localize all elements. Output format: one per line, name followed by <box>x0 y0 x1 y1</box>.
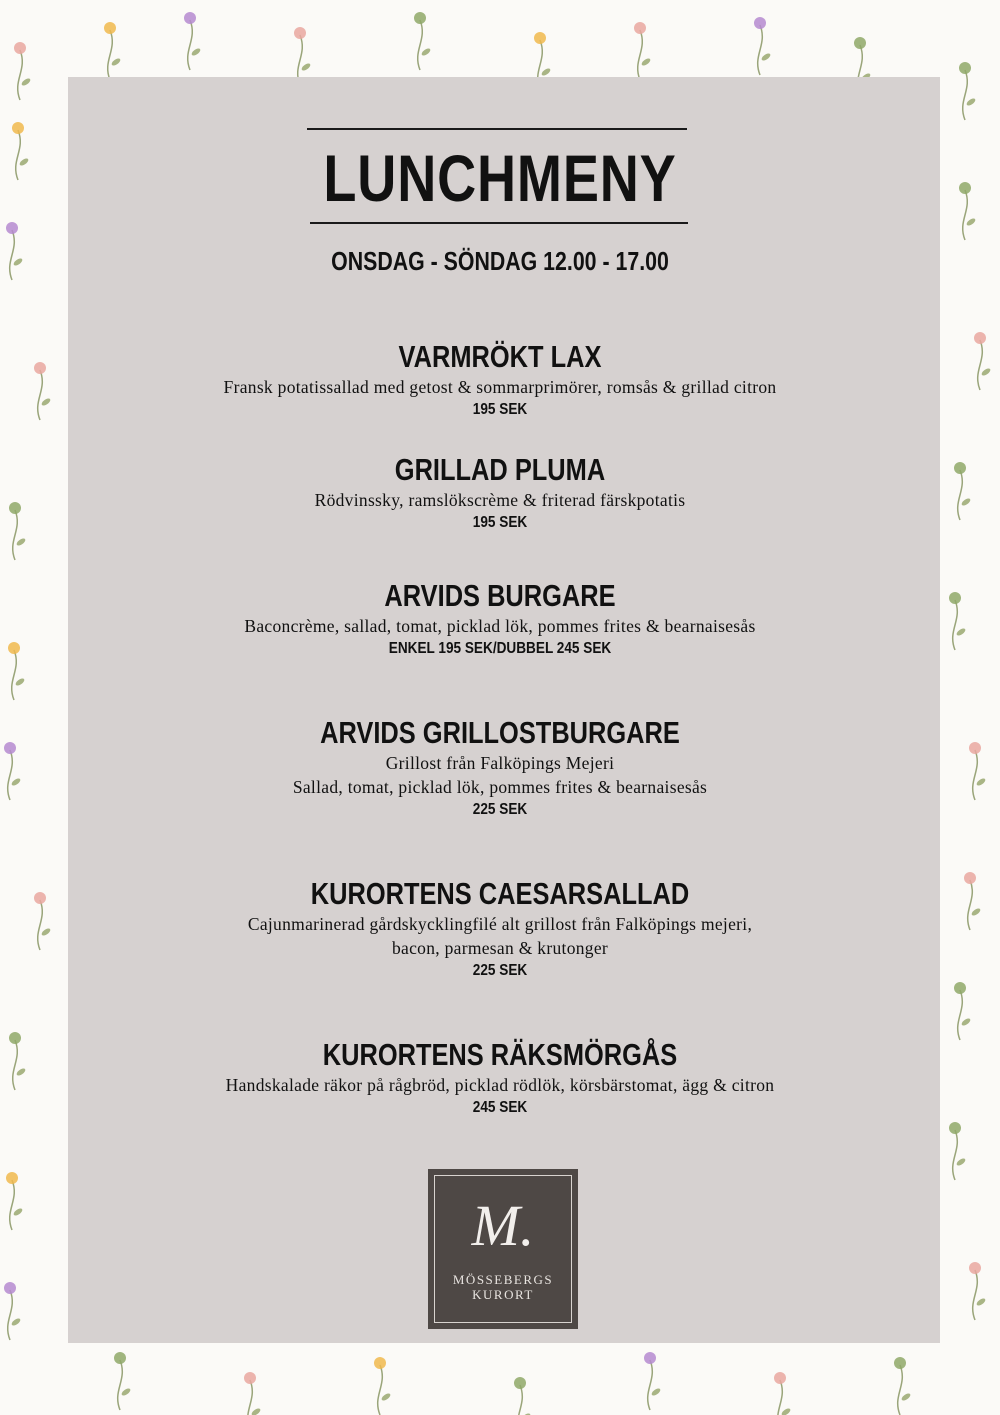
item-name: VARMRÖKT LAX <box>398 339 602 374</box>
mossebergs-logo <box>428 1169 578 1329</box>
menu-item <box>0 715 1000 821</box>
item-description: Fransk potatissallad med getost & sommarprimörer, romsås & grillad citron <box>223 377 777 397</box>
item-description: Rödvinssky, ramslökscrème & friterad färskpotatis <box>314 490 686 510</box>
item-name: KURORTENS CAESARSALLAD <box>310 876 690 911</box>
item-description: Handskalade räkor på rågbröd, picklad rödlök, körsbärstomat, ägg & citron <box>225 1075 775 1095</box>
item-price: 195 SEK <box>472 401 528 418</box>
title-rule-top <box>307 128 687 130</box>
item-price: 225 SEK <box>472 801 528 818</box>
item-description: Grillost från Falköpings Mejeri <box>385 753 615 773</box>
item-name: GRILLAD PLUMA <box>394 452 606 487</box>
logo-line-2: KURORT <box>472 1287 534 1302</box>
item-description: Cajunmarinerad gårdskycklingfilé alt grillost från Falköpings mejeri, <box>247 914 753 934</box>
menu-title: LUNCHMENY <box>323 141 677 215</box>
item-name: KURORTENS RÄKSMÖRGÅS <box>322 1037 678 1072</box>
menu-item <box>0 578 1000 660</box>
opening-hours: ONSDAG - SÖNDAG 12.00 - 17.00 <box>331 246 669 276</box>
item-description: Sallad, tomat, picklad lök, pommes frites & bearnaisesås <box>292 777 708 797</box>
title-rule-bottom <box>310 222 688 224</box>
menu-item <box>0 876 1000 982</box>
menu-item <box>0 1037 1000 1119</box>
logo-line-1: MÖSSEBERGS <box>452 1272 554 1287</box>
item-name: ARVIDS BURGARE <box>384 578 616 613</box>
item-description: bacon, parmesan & krutonger <box>391 938 609 958</box>
item-price: 225 SEK <box>472 962 528 979</box>
menu-item <box>0 452 1000 534</box>
menu-item <box>0 339 1000 421</box>
item-price: 245 SEK <box>472 1099 528 1116</box>
item-description: Baconcrème, sallad, tomat, picklad lök, pommes frites & bearnaisesås <box>244 616 756 636</box>
item-price: 195 SEK <box>472 514 528 531</box>
item-price: ENKEL 195 SEK/DUBBEL 245 SEK <box>388 640 612 657</box>
logo-monogram: M. <box>471 1193 535 1258</box>
item-name: ARVIDS GRILLOSTBURGARE <box>320 715 680 750</box>
